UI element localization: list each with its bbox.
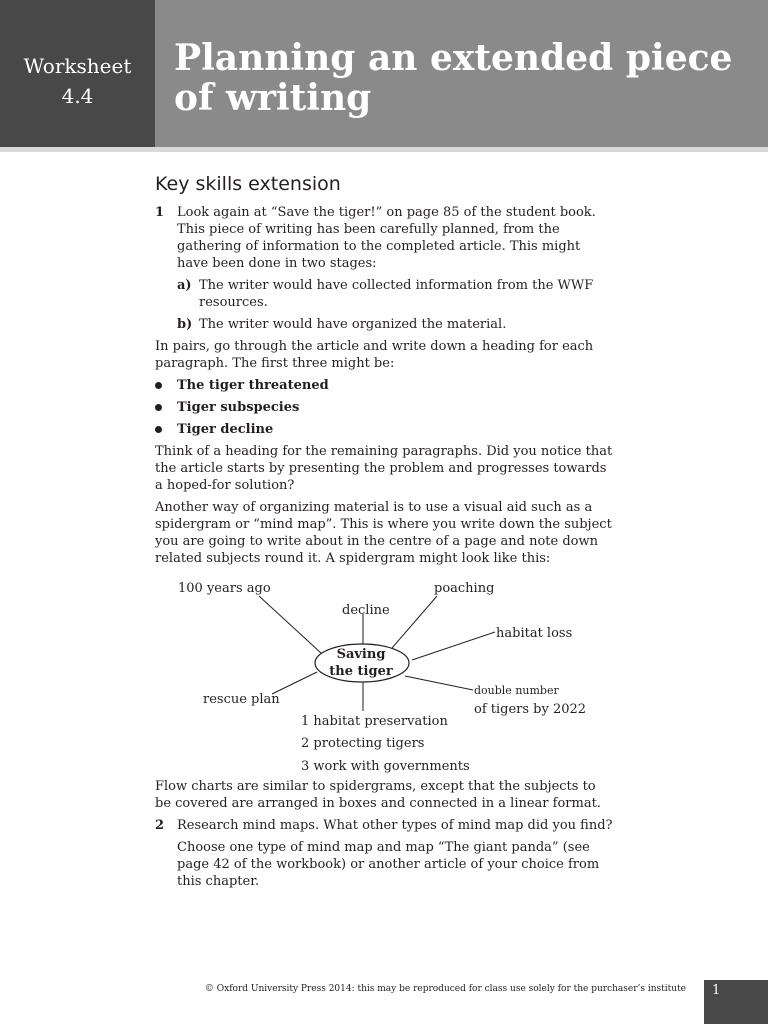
bullet-dot-icon <box>155 404 162 411</box>
label-poaching: poaching <box>434 581 495 596</box>
label-rescue-plan: rescue plan <box>203 692 280 707</box>
worksheet-badge <box>0 0 155 147</box>
heading-bullet-list <box>155 377 615 438</box>
connector-habitat-loss <box>412 632 495 660</box>
worksheet-number: 4.4 <box>61 84 94 108</box>
question-1 <box>155 204 615 272</box>
center-line-2: the tiger <box>329 664 393 679</box>
rescue-item: 3 work with governments <box>301 759 470 774</box>
bullet-dot-icon <box>155 382 162 389</box>
page-number-box <box>704 980 768 1024</box>
flow-chart-paragraph: Flow charts are similar to spidergrams, except that the subjects to be covered are arranged in boxes and connected in a linear format. <box>155 779 601 811</box>
label-double-number: double number <box>474 684 559 697</box>
bullet-text: Tiger decline <box>177 422 274 437</box>
page-number: 1 <box>712 983 721 998</box>
bullet-text: Tiger subspecies <box>177 400 300 415</box>
think-paragraph: Think of a heading for the remaining paragraphs. Did you notice that the article starts by presenting the problem and progresses towards a hoped-for solution? <box>155 444 613 493</box>
question-1-item-b <box>155 316 615 333</box>
page-title: Planning an extended piece of writing <box>174 37 733 119</box>
item-text: The writer would have collected information from the WWF resources. <box>199 278 594 310</box>
question-2-instruction: Choose one type of mind map and map “The giant panda” (see page 42 of the workbook) or another article of your choice from this chapter. <box>177 840 600 889</box>
center-line-1: Saving <box>336 647 386 662</box>
question-text: Look again at “Save the tiger!” on page 85 of the student book. This piece of writing has been carefully planned, from the gathering of information to the completed article. This might have been done in two stages: <box>177 205 596 271</box>
bullet-item <box>155 377 615 394</box>
worksheet-content <box>155 172 615 895</box>
bullet-text: The tiger threatened <box>177 378 329 393</box>
connector-double-number <box>405 676 473 690</box>
item-text: The writer would have organized the material. <box>199 317 507 332</box>
spidergram-center <box>314 646 408 680</box>
rescue-item: 2 protecting tigers <box>301 736 425 751</box>
header-divider <box>0 147 768 152</box>
connector-poaching <box>392 596 437 648</box>
question-number: 2 <box>155 818 165 833</box>
bullet-item <box>155 399 615 416</box>
item-label: a) <box>177 278 192 293</box>
label-habitat-loss: habitat loss <box>496 626 573 641</box>
copyright-footer: © Oxford University Press 2014: this may be reproduced for class use solely for the purchaser’s institute <box>204 984 686 994</box>
label-decline: decline <box>342 603 390 618</box>
spidergram-intro-paragraph: Another way of organizing material is to use a visual aid such as a spidergram or “mind map”. This is where you write down the subject you are going to write about in the centre of a page and note down related subjects round it. A spidergram might look like this: <box>155 500 612 566</box>
rescue-item: 1 habitat preservation <box>301 714 448 729</box>
item-label: b) <box>177 317 193 332</box>
worksheet-label <box>0 51 155 111</box>
section-heading: Key skills extension <box>155 173 341 195</box>
pairs-paragraph: In pairs, go through the article and write down a heading for each paragraph. The first three might be: <box>155 339 594 371</box>
question-2 <box>155 817 615 834</box>
worksheet-word: Worksheet <box>23 54 132 78</box>
spidergram <box>155 572 615 772</box>
question-number: 1 <box>155 205 165 220</box>
label-tigers-by-2022: of tigers by 2022 <box>474 702 587 717</box>
connector-100-years <box>259 596 321 653</box>
question-1-item-a <box>155 277 615 311</box>
question-text: Research mind maps. What other types of mind map did you find? <box>177 818 613 833</box>
label-100-years-ago: 100 years ago <box>178 581 271 596</box>
bullet-dot-icon <box>155 426 162 433</box>
bullet-item <box>155 421 615 438</box>
